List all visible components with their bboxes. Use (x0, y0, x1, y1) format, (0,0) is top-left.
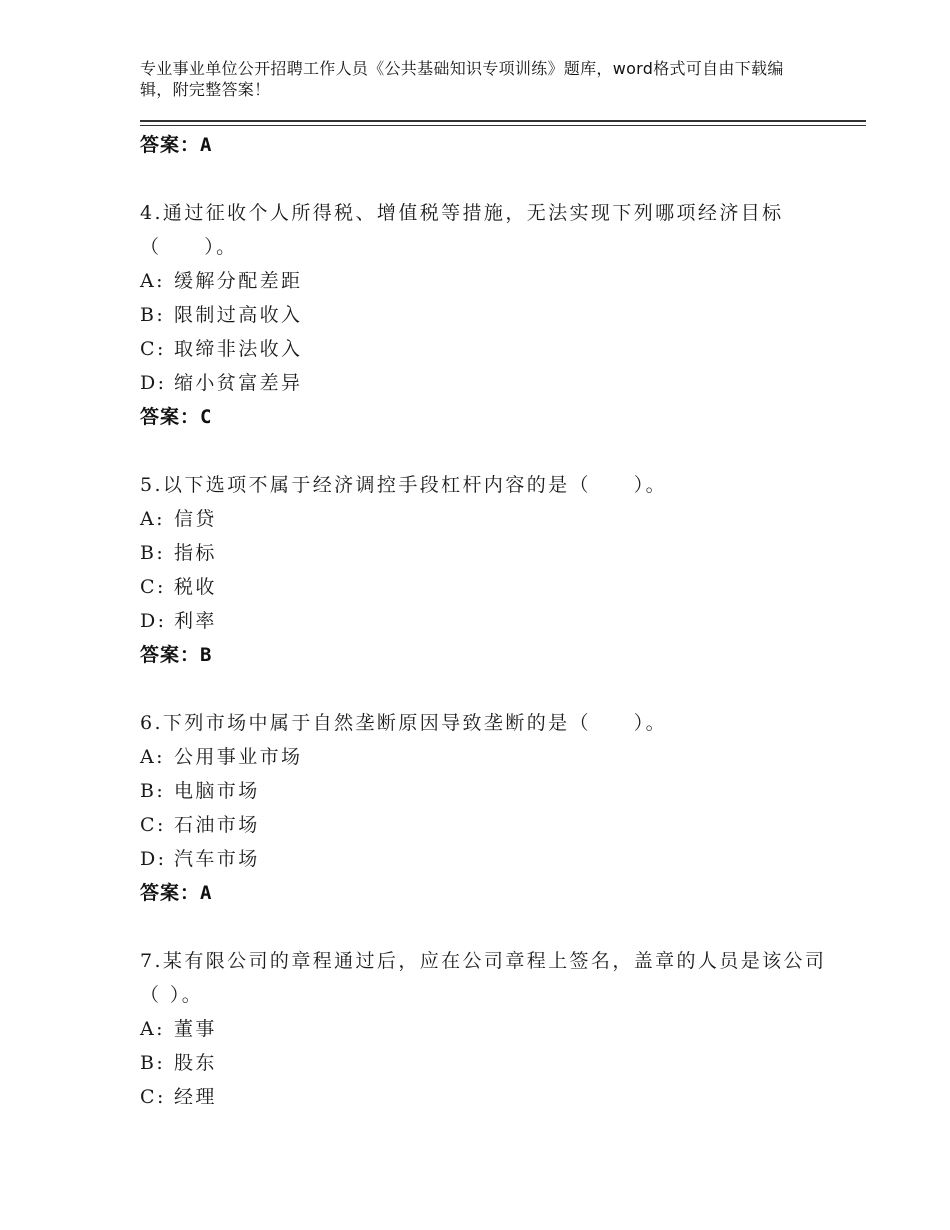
option-key: C: (140, 338, 166, 360)
option-item (140, 774, 830, 808)
option-text: 取缔非法收入 (174, 338, 303, 360)
header-rule-thick (140, 120, 866, 122)
option-text: 信贷 (174, 508, 217, 530)
option-key: C: (140, 814, 166, 836)
answer-label: 答案： (140, 134, 201, 156)
question-item (140, 196, 830, 434)
option-key: C: (140, 1086, 166, 1108)
option-item (140, 1012, 830, 1046)
answer-value: A (200, 882, 212, 904)
answer-line (140, 876, 830, 910)
option-item (140, 1080, 830, 1114)
option-item (140, 298, 830, 332)
option-key: A: (140, 270, 165, 292)
option-key: B: (140, 1052, 166, 1074)
option-key: A: (140, 1018, 165, 1040)
question-text: 7.某有限公司的章程通过后，应在公司章程上签名，盖章的人员是该公司（ ）。 (140, 950, 827, 1006)
option-text: 限制过高收入 (174, 304, 303, 326)
answer-label: 答案： (140, 882, 201, 904)
answer-label: 答案： (140, 406, 201, 428)
option-text: 缓解分配差距 (174, 270, 303, 292)
question-item (140, 706, 830, 910)
option-text: 股东 (174, 1052, 217, 1074)
question-list (140, 128, 830, 1114)
option-key: C: (140, 576, 166, 598)
option-item (140, 332, 830, 366)
option-key: A: (140, 746, 165, 768)
option-item (140, 502, 830, 536)
option-text: 汽车市场 (174, 848, 260, 870)
answer-value: B (200, 644, 212, 666)
header-rule-thin (140, 125, 866, 126)
option-text: 石油市场 (174, 814, 260, 836)
option-key: B: (140, 304, 166, 326)
option-text: 缩小贫富差异 (174, 372, 303, 394)
option-item (140, 808, 830, 842)
option-item (140, 570, 830, 604)
option-text: 电脑市场 (174, 780, 260, 802)
option-item (140, 264, 830, 298)
answer-line (140, 400, 830, 434)
answer-value: A (200, 134, 212, 156)
option-text: 董事 (174, 1018, 217, 1040)
option-item (140, 536, 830, 570)
option-key: D: (140, 848, 167, 870)
option-item (140, 1046, 830, 1080)
question-item (140, 468, 830, 672)
option-item (140, 366, 830, 400)
option-key: D: (140, 610, 167, 632)
question-text: 5.以下选项不属于经济调控手段杠杆内容的是（ ）。 (140, 474, 668, 496)
question-item (140, 944, 830, 1114)
option-key: B: (140, 542, 166, 564)
option-item (140, 842, 830, 876)
answer-line (140, 128, 830, 162)
option-item (140, 604, 830, 638)
answer-line (140, 638, 830, 672)
option-key: A: (140, 508, 165, 530)
page-header: 专业事业单位公开招聘工作人员《公共基础知识专项训练》题库，word格式可自由下载编辑，附完整答案！ (140, 59, 784, 99)
option-text: 税收 (174, 576, 217, 598)
question-text: 6.下列市场中属于自然垄断原因导致垄断的是（ ）。 (140, 712, 668, 734)
question-text: 4.通过征收个人所得税、增值税等措施，无法实现下列哪项经济目标（ ）。 (140, 202, 784, 258)
option-text: 指标 (174, 542, 217, 564)
option-key: D: (140, 372, 167, 394)
answer-label: 答案： (140, 644, 201, 666)
option-item (140, 740, 830, 774)
option-text: 经理 (174, 1086, 217, 1108)
option-text: 利率 (174, 610, 217, 632)
option-text: 公用事业市场 (174, 746, 303, 768)
option-key: B: (140, 780, 166, 802)
answer-value: C (200, 406, 212, 428)
